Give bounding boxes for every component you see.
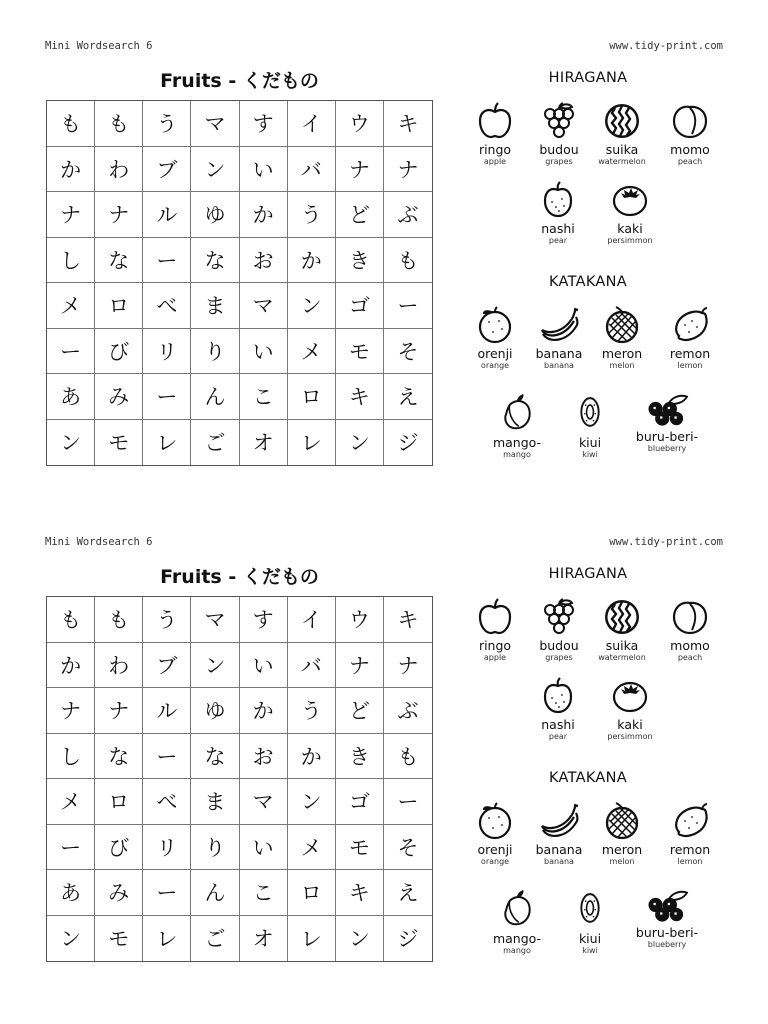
fruit-romaji: meron xyxy=(601,346,643,361)
grid-cell: リ xyxy=(143,329,191,375)
fruit-english: kiwi xyxy=(582,450,598,459)
fruit-romaji: orenji xyxy=(477,842,513,857)
grid-cell: イ xyxy=(288,597,336,643)
grid-cell: ン xyxy=(288,283,336,329)
fruit-romaji: kaki xyxy=(617,717,643,732)
grid-cell: マ xyxy=(240,779,288,825)
grid-cell: な xyxy=(95,734,143,780)
fruit-english: lemon xyxy=(677,361,703,370)
grid-cell: こ xyxy=(240,870,288,916)
puzzle-title: Fruits - くだもの xyxy=(160,70,319,92)
grid-cell: な xyxy=(191,734,239,780)
fruit-english: melon xyxy=(609,857,635,866)
grapes-icon xyxy=(539,101,579,141)
grid-cell: み xyxy=(95,870,143,916)
grid-cell: か xyxy=(288,734,336,780)
hiragana-heading: HIRAGANA xyxy=(548,566,628,582)
grid-cell: み xyxy=(95,374,143,420)
grid-cell: ン xyxy=(288,779,336,825)
grid-cell: ぶ xyxy=(384,688,432,734)
grid-cell: も xyxy=(47,101,95,147)
grid-cell: な xyxy=(95,238,143,284)
grid-cell: も xyxy=(47,597,95,643)
fruit-english: persimmon xyxy=(607,236,653,245)
grid-cell: ゴ xyxy=(336,283,384,329)
fruit-english: watermelon xyxy=(598,653,646,662)
blueberry-icon xyxy=(644,390,690,428)
grid-cell: も xyxy=(384,734,432,780)
watermelon-icon xyxy=(602,101,642,141)
fruit-english: mango xyxy=(503,946,531,955)
grid-cell: ル xyxy=(143,688,191,734)
mango-icon xyxy=(499,390,535,434)
grid-cell: オ xyxy=(240,420,288,466)
fruit-item xyxy=(622,886,712,950)
grid-cell: ロ xyxy=(288,374,336,420)
apple-icon xyxy=(475,101,515,141)
fruit-english: watermelon xyxy=(598,157,646,166)
grid-cell: オ xyxy=(240,916,288,962)
fruit-romaji: banana xyxy=(535,842,583,857)
pear-icon xyxy=(538,180,578,220)
grid-cell: そ xyxy=(384,329,432,375)
fruit-english: pear xyxy=(548,236,568,245)
orange-icon xyxy=(475,305,515,345)
grid-cell: ナ xyxy=(336,643,384,689)
fruit-item xyxy=(622,390,712,454)
grid-cell: ン xyxy=(47,420,95,466)
peach-icon xyxy=(670,597,710,637)
grid-cell: う xyxy=(288,688,336,734)
grid-cell: び xyxy=(95,825,143,871)
grid-cell: メ xyxy=(47,283,95,329)
worksheet-label: Mini Wordsearch 6 xyxy=(45,40,153,52)
fruit-english: blueberry xyxy=(647,940,687,949)
grid-cell: ー xyxy=(384,283,432,329)
grid-cell: ぶ xyxy=(384,192,432,238)
orange-icon xyxy=(475,801,515,841)
fruit-item xyxy=(585,676,675,742)
fruit-romaji: budou xyxy=(539,142,579,157)
fruit-english: pear xyxy=(548,732,568,741)
fruit-romaji: buru-beri- xyxy=(635,429,699,444)
fruit-item xyxy=(645,597,735,663)
wordsearch-grid xyxy=(46,100,433,466)
grid-cell: し xyxy=(47,238,95,284)
grid-cell: ロ xyxy=(288,870,336,916)
grid-cell: ロ xyxy=(95,779,143,825)
grid-cell: ン xyxy=(191,643,239,689)
fruit-english: melon xyxy=(609,361,635,370)
grid-cell: ナ xyxy=(336,147,384,193)
grid-cell: レ xyxy=(288,420,336,466)
grid-cell: び xyxy=(95,329,143,375)
grid-cell: バ xyxy=(288,147,336,193)
grid-cell: モ xyxy=(95,420,143,466)
grid-cell: ナ xyxy=(95,192,143,238)
fruit-english: orange xyxy=(480,857,510,866)
grid-cell: キ xyxy=(384,597,432,643)
fruit-romaji: ringo xyxy=(478,142,512,157)
grid-cell: す xyxy=(240,101,288,147)
grid-cell: モ xyxy=(336,329,384,375)
grid-cell: ン xyxy=(336,420,384,466)
grid-cell: ご xyxy=(191,916,239,962)
fruit-romaji: mango- xyxy=(492,931,542,946)
grid-cell: ウ xyxy=(336,101,384,147)
grid-cell: え xyxy=(384,374,432,420)
lemon-icon xyxy=(670,305,710,345)
grid-cell: ウ xyxy=(336,597,384,643)
grapes-icon xyxy=(539,597,579,637)
fruit-romaji: momo xyxy=(670,142,710,157)
grid-cell: ロ xyxy=(95,283,143,329)
grid-cell: ー xyxy=(143,870,191,916)
fruit-romaji: kiui xyxy=(578,931,602,946)
grid-cell: マ xyxy=(191,101,239,147)
grid-cell: も xyxy=(95,101,143,147)
grid-cell: モ xyxy=(336,825,384,871)
fruit-item xyxy=(645,801,735,867)
grid-cell: か xyxy=(288,238,336,284)
grid-cell: も xyxy=(95,597,143,643)
grid-cell: イ xyxy=(288,101,336,147)
grid-cell: い xyxy=(240,147,288,193)
grid-cell: ー xyxy=(143,734,191,780)
grid-cell: ブ xyxy=(143,643,191,689)
grid-cell: り xyxy=(191,825,239,871)
grid-cell: キ xyxy=(336,374,384,420)
grid-cell: こ xyxy=(240,374,288,420)
kiwi-icon xyxy=(577,390,603,434)
pear-icon xyxy=(538,676,578,716)
fruit-romaji: suika xyxy=(605,142,639,157)
grid-cell: バ xyxy=(288,643,336,689)
grid-cell: お xyxy=(240,734,288,780)
fruit-romaji: remon xyxy=(669,346,711,361)
apple-icon xyxy=(475,597,515,637)
grid-cell: り xyxy=(191,329,239,375)
grid-cell: か xyxy=(240,688,288,734)
grid-cell: レ xyxy=(288,916,336,962)
grid-cell: メ xyxy=(288,329,336,375)
grid-cell: お xyxy=(240,238,288,284)
grid-cell: し xyxy=(47,734,95,780)
grid-cell: レ xyxy=(143,916,191,962)
fruit-item xyxy=(585,180,675,246)
grid-cell: う xyxy=(143,597,191,643)
fruit-romaji: remon xyxy=(669,842,711,857)
grid-cell: ナ xyxy=(95,688,143,734)
grid-cell: あ xyxy=(47,870,95,916)
grid-cell: ナ xyxy=(384,147,432,193)
grid-cell: ゆ xyxy=(191,192,239,238)
website-url: www.tidy-print.com xyxy=(609,40,723,52)
grid-cell: え xyxy=(384,870,432,916)
grid-cell: メ xyxy=(288,825,336,871)
grid-cell: き xyxy=(336,734,384,780)
fruit-romaji: meron xyxy=(601,842,643,857)
grid-cell: す xyxy=(240,597,288,643)
kiwi-icon xyxy=(577,886,603,930)
fruit-english: blueberry xyxy=(647,444,687,453)
fruit-english: banana xyxy=(544,361,574,370)
grid-cell: き xyxy=(336,238,384,284)
persimmon-icon xyxy=(610,180,650,220)
worksheet-bottom xyxy=(0,496,768,992)
grid-cell: ー xyxy=(384,779,432,825)
grid-cell: か xyxy=(47,147,95,193)
grid-cell: あ xyxy=(47,374,95,420)
grid-cell: メ xyxy=(47,779,95,825)
persimmon-icon xyxy=(610,676,650,716)
banana-icon xyxy=(537,801,581,841)
grid-cell: ナ xyxy=(47,688,95,734)
fruit-item xyxy=(645,101,735,167)
grid-cell: う xyxy=(288,192,336,238)
fruit-romaji: ringo xyxy=(478,638,512,653)
fruit-english: apple xyxy=(483,157,507,166)
fruit-romaji: budou xyxy=(539,638,579,653)
grid-cell: ど xyxy=(336,192,384,238)
grid-cell: わ xyxy=(95,643,143,689)
grid-cell: ー xyxy=(47,329,95,375)
wordsearch-grid xyxy=(46,596,433,962)
grid-cell: う xyxy=(143,101,191,147)
banana-icon xyxy=(537,305,581,345)
fruit-romaji: momo xyxy=(670,638,710,653)
lemon-icon xyxy=(670,801,710,841)
watermelon-icon xyxy=(602,597,642,637)
grid-cell: か xyxy=(240,192,288,238)
melon-icon xyxy=(602,305,642,345)
fruit-english: orange xyxy=(480,361,510,370)
fruit-item xyxy=(645,305,735,371)
grid-cell: ン xyxy=(336,916,384,962)
grid-cell: い xyxy=(240,825,288,871)
grid-cell: ジ xyxy=(397,927,419,952)
grid-cell: も xyxy=(384,238,432,284)
fruit-romaji: mango- xyxy=(492,435,542,450)
grid-cell: ま xyxy=(191,779,239,825)
grid-cell: べ xyxy=(143,283,191,329)
website-url: www.tidy-print.com xyxy=(609,536,723,548)
grid-cell: わ xyxy=(95,147,143,193)
grid-cell: い xyxy=(240,643,288,689)
fruit-english: mango xyxy=(503,450,531,459)
fruit-romaji: nashi xyxy=(541,221,575,236)
fruit-romaji: banana xyxy=(535,346,583,361)
grid-cell: ゆ xyxy=(191,688,239,734)
grid-cell: ー xyxy=(143,374,191,420)
fruit-english: peach xyxy=(677,653,703,662)
fruit-english: grapes xyxy=(545,653,573,662)
grid-cell: ジ xyxy=(397,431,419,456)
fruit-english: persimmon xyxy=(607,732,653,741)
grid-cell: ご xyxy=(191,420,239,466)
grid-cell: な xyxy=(191,238,239,284)
grid-cell: べ xyxy=(143,779,191,825)
grid-cell: ゴ xyxy=(336,779,384,825)
mango-icon xyxy=(499,886,535,930)
puzzle-title: Fruits - くだもの xyxy=(160,566,319,588)
blueberry-icon xyxy=(644,886,690,924)
fruit-english: lemon xyxy=(677,857,703,866)
fruit-english: apple xyxy=(483,653,507,662)
grid-cell: か xyxy=(47,643,95,689)
grid-cell: マ xyxy=(191,597,239,643)
worksheet-label: Mini Wordsearch 6 xyxy=(45,536,153,548)
fruit-english: grapes xyxy=(545,157,573,166)
grid-cell: ん xyxy=(191,870,239,916)
grid-cell: ま xyxy=(191,283,239,329)
grid-cell: そ xyxy=(384,825,432,871)
hiragana-heading: HIRAGANA xyxy=(548,70,628,86)
fruit-romaji: buru-beri- xyxy=(635,925,699,940)
grid-cell: ど xyxy=(336,688,384,734)
grid-cell: ブ xyxy=(143,147,191,193)
grid-cell: ル xyxy=(143,192,191,238)
grid-cell: レ xyxy=(143,420,191,466)
fruit-english: peach xyxy=(677,157,703,166)
fruit-romaji: kaki xyxy=(617,221,643,236)
grid-cell: ん xyxy=(191,374,239,420)
grid-cell: ー xyxy=(143,238,191,284)
grid-cell: ナ xyxy=(384,643,432,689)
grid-cell: い xyxy=(240,329,288,375)
worksheet-top xyxy=(0,0,768,496)
fruit-english: banana xyxy=(544,857,574,866)
peach-icon xyxy=(670,101,710,141)
grid-cell: ナ xyxy=(47,192,95,238)
grid-cell: マ xyxy=(240,283,288,329)
katakana-heading: KATAKANA xyxy=(548,274,628,290)
grid-cell: ン xyxy=(191,147,239,193)
grid-cell: キ xyxy=(384,101,432,147)
grid-cell: ー xyxy=(47,825,95,871)
melon-icon xyxy=(602,801,642,841)
grid-cell: ン xyxy=(47,916,95,962)
grid-cell: キ xyxy=(336,870,384,916)
katakana-heading: KATAKANA xyxy=(548,770,628,786)
fruit-romaji: kiui xyxy=(578,435,602,450)
grid-cell: リ xyxy=(143,825,191,871)
fruit-romaji: suika xyxy=(605,638,639,653)
grid-cell: モ xyxy=(95,916,143,962)
fruit-romaji: nashi xyxy=(541,717,575,732)
fruit-english: kiwi xyxy=(582,946,598,955)
fruit-romaji: orenji xyxy=(477,346,513,361)
